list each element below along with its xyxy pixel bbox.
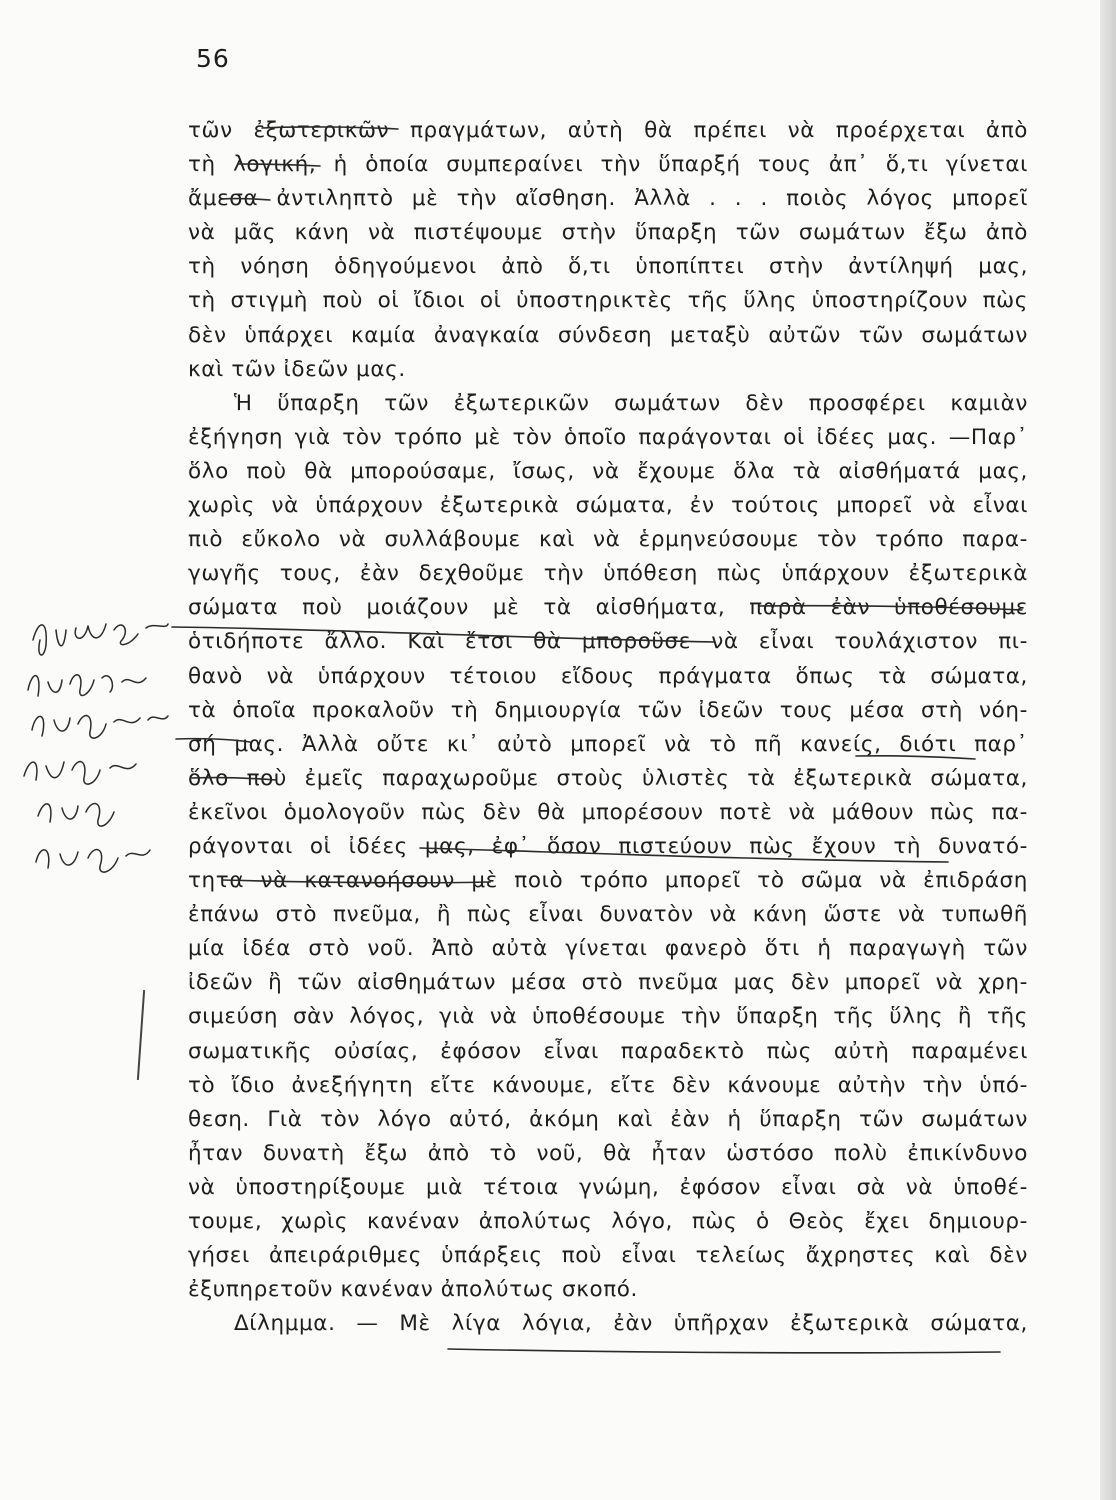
text-line: τὰ ὁποῖα προκαλοῦν τὴ δημιουργία τῶν ἰδεῶν τους μέσα στὴ νόη- bbox=[188, 697, 1028, 723]
margin-marker-line bbox=[137, 990, 145, 1080]
text-line: ἐξήγηση γιὰ τὸν τρόπο μὲ τὸν ὁποῖο παράγονται οἱ ἰδέες μας. —Παρ᾽ bbox=[188, 424, 1028, 450]
text-line: σωματικῆς οὐσίας, ἐφόσον εἶναι παραδεκτὸ πὼς αὐτὴ παραμένει bbox=[188, 1038, 1028, 1064]
text-line: ἐξυπηρετοῦν κανέναν ἀπολύτως σκοπό. bbox=[188, 1277, 638, 1303]
page-edge-shadow bbox=[1100, 0, 1116, 1500]
text-line: τὸ ἴδιο ἀνεξήγητη εἴτε κάνουμε, εἴτε δὲν κάνουμε αὐτὴν τὴν ὑπό- bbox=[188, 1072, 1028, 1098]
text-line: ἄμεσα ἀντιληπτὸ μὲ τὴν αἴσθηση. Ἀλλὰ . . . ποιὸς λόγος μπορεῖ bbox=[188, 186, 1028, 212]
text-line: ἐκεῖνοι ὁμολογοῦν πὼς δὲν θὰ μπορέσουν ποτὲ νὰ μάθουν πὼς πα- bbox=[188, 799, 1028, 825]
text-line: τητα νὰ κατανοήσουν μὲ ποιὸ τρόπο μπορεῖ τὸ σῶμα νὰ ἐπιδράση bbox=[188, 868, 1028, 894]
text-line: δὲν ὑπάρχει καμία ἀναγκαία σύνδεση μεταξὺ αὐτῶν τῶν σωμάτων bbox=[188, 322, 1028, 348]
text-line: τῶν ἐξωτερικῶν πραγμάτων, αὐτὴ θὰ πρέπει νὰ προέρχεται ἀπὸ bbox=[188, 118, 1028, 143]
text-line: σιμεύση σὰν λόγος, γιὰ νὰ ὑποθέσουμε τὴν ὕπαρξη τῆς ὕλης ἢ τῆς bbox=[188, 1004, 1028, 1030]
text-line: τουμε, χωρὶς κανέναν ἀπολύτως λόγο, πὼς ὁ Θεὸς ἔχει δημιουρ- bbox=[188, 1209, 1028, 1234]
text-line: μία ἰδέα στὸ νοῦ. Ἀπὸ αὐτὰ γίνεται φανερὸ ὅτι ἡ παραγωγὴ τῶν bbox=[188, 936, 1028, 962]
text-line: ἰδεῶν ἢ τῶν αἰσθημάτων μέσα στὸ πνεῦμα μας δὲν μπορεῖ νὰ χρη- bbox=[188, 970, 1028, 996]
text-line: γήσει ἀπειράριθμες ὑπάρξεις ποὺ εἶναι τελείως ἄχρηστες καὶ δὲν bbox=[188, 1243, 1028, 1269]
text-line: θεση. Γιὰ τὸν λόγο αὐτό, ἀκόμη καὶ ἐὰν ἡ ὕπαρξη τῶν σωμάτων bbox=[188, 1106, 1028, 1132]
text-line: χωρὶς νὰ ὑπάρχουν ἐξωτερικὰ σώματα, ἐν τούτοις μπορεῖ νὰ εἶναι bbox=[188, 493, 1028, 519]
text-line: σώματα ποὺ μοιάζουν μὲ τὰ αἰσθήματα, παρὰ ἐὰν ὑποθέσουμε bbox=[188, 595, 1028, 621]
text-line: Δίλημμα. — Μὲ λίγα λόγια, ἐὰν ὑπῆρχαν ἐξωτερικὰ σώματα, bbox=[234, 1311, 1028, 1337]
page-number: 56 bbox=[196, 44, 230, 73]
text-line: Ἡ ὕπαρξη τῶν ἐξωτερικῶν σωμάτων δὲν προσφέρει καμιὰν bbox=[234, 390, 1028, 416]
text-line: ἦταν δυνατὴ ἔξω ἀπὸ τὸ νοῦ, θὰ ἦταν ὡστόσο πολὺ ἐπικίνδυνο bbox=[188, 1140, 1028, 1166]
handwritten-margin-notes bbox=[18, 600, 178, 900]
text-line: θανὸ νὰ ὑπάρχουν τέτοιου εἴδους πράγματα ὅπως τὰ σώματα, bbox=[188, 663, 1028, 689]
text-line: ράγονται οἱ ἰδέες μας, ἐφ᾽ ὅσον πιστεύουν πὼς ἔχουν τὴ δυνατό- bbox=[188, 833, 1028, 859]
text-line: γωγῆς τους, ἐὰν δεχθοῦμε τὴν ὑπόθεση πὼς ὑπάρχουν ἐξωτερικὰ bbox=[188, 561, 1028, 587]
text-line: ὅλο ποὺ θὰ μπορούσαμε, ἴσως, νὰ ἔχουμε ὅλα τὰ αἰσθήματά μας, bbox=[188, 458, 1028, 484]
text-line: νὰ μᾶς κάνη νὰ πιστέψουμε στὴν ὕπαρξη τῶν σωμάτων ἔξω ἀπὸ bbox=[188, 220, 1028, 246]
body-text bbox=[188, 114, 1028, 1341]
text-line: καὶ τῶν ἰδεῶν μας. bbox=[188, 356, 406, 382]
text-line: πιὸ εὔκολο νὰ συλλάβουμε καὶ νὰ ἑρμηνεύσουμε τὸν τρόπο παρα- bbox=[188, 527, 1028, 553]
text-line: τὴ λογική, ἡ ὁποία συμπεραίνει τὴν ὕπαρξή τους ἀπ᾽ ὅ,τι γίνεται bbox=[188, 152, 1028, 178]
text-line: τὴ νόηση ὁδηγούμενοι ἀπὸ ὅ,τι ὑποπίπτει στὴν ἀντίληψή μας, bbox=[188, 254, 1028, 280]
text-line: νὰ ὑποστηρίξουμε μιὰ τέτοια γνώμη, ἐφόσον εἶναι σὰ νὰ ὑποθέ- bbox=[188, 1174, 1028, 1200]
text-line: τὴ στιγμὴ ποὺ οἱ ἴδιοι οἱ ὑποστηρικτὲς τῆς ὕλης ὑποστηρίζουν πὼς bbox=[188, 288, 1028, 314]
text-line: σή μας. Ἀλλὰ οὔτε κι᾽ αὐτὸ μπορεῖ νὰ τὸ πῆ κανείς, διότι παρ᾽ bbox=[188, 731, 1028, 757]
text-line: ἐπάνω στὸ πνεῦμα, ἢ πὼς εἶναι δυνατὸν νὰ κάνη ὥστε νὰ τυπωθῆ bbox=[188, 902, 1028, 928]
text-line: ὁτιδήποτε ἄλλο. Καὶ ἔτσι θὰ μποροῦσε νὰ εἶναι τουλάχιστον πι- bbox=[188, 629, 1028, 655]
underline-mark bbox=[448, 1349, 1000, 1353]
text-line: ὅλο ποὺ ἐμεῖς παραχωροῦμε στοὺς ὑλιστὲς τὰ ἐξωτερικὰ σώματα, bbox=[188, 765, 1028, 791]
